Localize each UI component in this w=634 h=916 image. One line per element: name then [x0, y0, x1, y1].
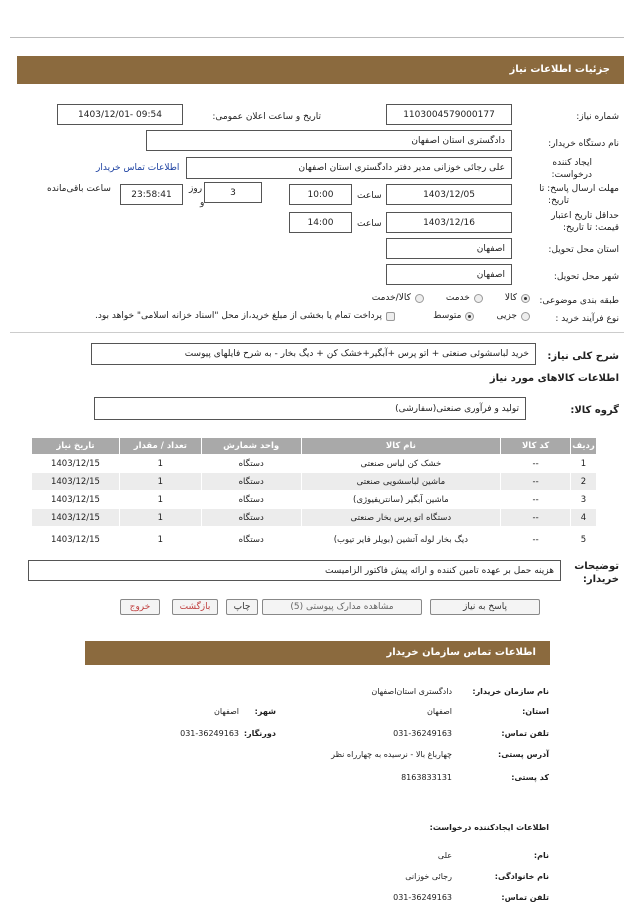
radio-icon[interactable] [415, 294, 424, 303]
buyer-contact-link[interactable]: اطلاعات تماس خریدار [96, 163, 180, 173]
contact-header-title: اطلاعات تماس سازمان خریدار [386, 647, 536, 658]
summary-field [91, 343, 536, 365]
cell-qty: 1 [119, 527, 201, 554]
and-label: و [200, 198, 205, 208]
buyer-notes-label-2: خریدار: [582, 574, 619, 585]
creator-phone-label: تلفن تماس: [501, 893, 549, 902]
header-qty: تعداد / مقدار [119, 438, 201, 455]
category-option-goods-service[interactable] [372, 293, 424, 303]
section-header [17, 56, 624, 84]
contact-city-value: اصفهان [213, 707, 239, 716]
goods-group-field [94, 397, 526, 420]
table-row [32, 473, 597, 491]
cell-qty: 1 [119, 473, 201, 491]
delivery-province-field [386, 238, 512, 259]
buyer-notes-value: هزینه حمل بر عهده تامین کننده و ارائه پیش فاکتور الزامیست [324, 565, 554, 576]
cell-unit: دستگاه [201, 491, 301, 509]
cell-name: دستگاه اتو پرس بخار صنعتی [301, 509, 501, 527]
treasury-note [95, 311, 395, 321]
cell-date: 1403/12/15 [32, 527, 120, 554]
category-option-service-label: خدمت [445, 293, 470, 303]
announce-label: تاریخ و ساعت اعلان عمومی: [212, 112, 321, 122]
days-remaining-field [204, 182, 262, 203]
cell-code: -- [501, 527, 571, 554]
items-table-wrap [31, 437, 597, 554]
header-unit: واحد شمارش [201, 438, 301, 455]
cell-unit: دستگاه [201, 455, 301, 473]
contact-header [85, 641, 550, 665]
table-row [32, 527, 597, 554]
table-header-row [32, 438, 597, 455]
contact-province-value: اصفهان [426, 707, 452, 716]
cell-code: -- [501, 491, 571, 509]
process-label: نوع فرآیند خرید : [555, 314, 619, 324]
buyer-org-field [146, 130, 512, 151]
cell-date: 1403/12/15 [32, 509, 120, 527]
summary-value: خرید لباسشوئی صنعتی + اتو پرس +آبگیر+خشک کن + دیگ بخار - به شرح فایلهای پیوست [184, 349, 529, 359]
contact-postal-label: کد پستی: [511, 773, 549, 782]
process-option-medium[interactable] [433, 311, 474, 321]
cell-index: 5 [571, 527, 597, 554]
delivery-city-label: شهر محل تحویل: [553, 272, 619, 282]
goods-info-title: اطلاعات کالاهای مورد نیاز [489, 373, 619, 384]
contact-phone-value: 031-36249163 [393, 729, 452, 738]
day-label: روز [189, 184, 203, 194]
header-code: کد کالا [501, 438, 571, 455]
section-header-title: جزئیات اطلاعات نیاز [509, 64, 610, 75]
summary-label: شرح کلی نیاز: [547, 351, 619, 362]
contact-province-label: استان: [522, 707, 549, 716]
remaining-time-field [120, 184, 183, 205]
treasury-checkbox[interactable] [386, 312, 395, 321]
process-option-minor-label: جزیی [496, 311, 517, 321]
creator-field [186, 157, 512, 179]
delivery-province-label: استان محل تحویل: [548, 245, 619, 255]
cell-index: 1 [571, 455, 597, 473]
creator-info-title: اطلاعات ایجادکننده درخواست: [429, 823, 549, 832]
buyer-notes-field [28, 560, 561, 581]
process-option-minor[interactable] [496, 311, 530, 321]
announce-value: 1403/12/01- 09:54 [78, 109, 162, 120]
cell-name: ماشین آبگیر (سانتریفیوژی) [301, 491, 501, 509]
process-option-medium-label: متوسط [433, 311, 462, 321]
reply-deadline-label-1: مهلت ارسال پاسخ: تا [539, 184, 619, 194]
table-row [32, 455, 597, 473]
creator-last-name-value: رجائی خوزانی [405, 872, 452, 881]
contact-postal-value: 8163833131 [401, 773, 452, 782]
view-documents-button[interactable]: مشاهده مدارک پیوستی (5) [262, 599, 422, 615]
cell-index: 4 [571, 509, 597, 527]
price-validity-label-2: قیمت: تا تاریخ: [563, 223, 619, 233]
reply-time-field [289, 184, 352, 205]
contact-org-label: نام سازمان خریدار: [472, 687, 549, 696]
reply-date-field [386, 184, 512, 205]
cell-code: -- [501, 473, 571, 491]
header-name: نام کالا [301, 438, 501, 455]
treasury-note-text: پرداخت تمام یا بخشی از مبلغ خرید،از محل "اسناد خزانه اسلامی" خواهد بود. [94, 311, 382, 321]
price-validity-time-label: ساعت [357, 219, 382, 229]
category-label: طبقه بندی موضوعی: [539, 296, 619, 306]
cell-code: -- [501, 509, 571, 527]
creator-label-1: ایجاد کننده [552, 158, 592, 168]
price-validity-date-value: 1403/12/16 [423, 217, 475, 228]
contact-phone-label: تلفن تماس: [501, 729, 549, 738]
need-number-field [386, 104, 512, 125]
delivery-province-value: اصفهان [476, 243, 505, 254]
exit-button[interactable]: خروج [120, 599, 160, 615]
remaining-label: ساعت باقی‌مانده [47, 184, 111, 194]
radio-icon[interactable] [474, 294, 483, 303]
contact-city-label: شهر: [254, 707, 276, 716]
back-button[interactable]: بازگشت [172, 599, 218, 615]
radio-icon[interactable] [521, 312, 530, 321]
price-validity-time-value: 14:00 [307, 217, 334, 228]
price-validity-date-field [386, 212, 512, 233]
price-validity-time-field [289, 212, 352, 233]
radio-icon[interactable] [521, 294, 530, 303]
category-option-service[interactable] [446, 293, 483, 303]
contact-org-value: دادگستری استان‌اصفهان [371, 687, 452, 696]
process-options [433, 311, 530, 321]
cell-date: 1403/12/15 [32, 473, 120, 491]
cell-unit: دستگاه [201, 527, 301, 554]
reply-deadline-label-2: تاریخ: [548, 196, 569, 206]
header-index: ردیف [571, 438, 597, 455]
cell-date: 1403/12/15 [32, 455, 120, 473]
delivery-city-field [386, 264, 512, 285]
creator-last-name-label: نام خانوادگی: [494, 872, 549, 881]
remaining-time-value: 23:58:41 [131, 189, 172, 200]
print-button[interactable]: چاپ [226, 599, 258, 615]
creator-value: علی رجائی خوزانی مدیر دفتر دادگستری استان اصفهان [298, 163, 505, 173]
goods-group-value: تولید و فرآوری صنعتی(سفارشی) [395, 403, 519, 414]
cell-index: 2 [571, 473, 597, 491]
category-option-goods[interactable] [505, 293, 530, 303]
creator-first-name-label: نام: [533, 851, 549, 860]
cell-unit: دستگاه [201, 509, 301, 527]
buyer-org-value: دادگستری استان اصفهان [411, 135, 505, 146]
cell-name: ماشین لباسشویی صنعتی [301, 473, 501, 491]
creator-phone-value: 031-36249163 [393, 893, 452, 902]
need-number-label: شماره نیاز: [576, 112, 619, 122]
contact-fax-label: دورنگار: [243, 729, 276, 738]
items-table [31, 437, 597, 554]
category-options [372, 293, 530, 303]
cell-date: 1403/12/15 [32, 491, 120, 509]
table-row [32, 491, 597, 509]
buyer-notes-label-1: توضیحات [574, 561, 619, 572]
need-number-value: 1103004579000177 [403, 109, 495, 120]
days-remaining-value: 3 [230, 187, 236, 198]
cell-index: 3 [571, 491, 597, 509]
price-validity-label-1: حداقل تاریخ اعتبار [551, 211, 619, 221]
cell-qty: 1 [119, 491, 201, 509]
buyer-org-label: نام دستگاه خریدار: [548, 139, 619, 149]
contact-fax-value: 031-36249163 [180, 729, 239, 738]
cell-code: -- [501, 455, 571, 473]
category-option-goods-service-label: کالا/خدمت [371, 293, 411, 303]
reply-date-value: 1403/12/05 [423, 189, 475, 200]
reply-button[interactable]: پاسخ به نیاز [430, 599, 540, 615]
cell-name: خشک کن لباس صنعتی [301, 455, 501, 473]
reply-time-value: 10:00 [307, 189, 334, 200]
cell-name: دیگ بخار لوله آتشین (بویلر فایر تیوب) [301, 527, 501, 554]
goods-group-label: گروه کالا: [570, 405, 619, 416]
reply-time-label: ساعت [357, 191, 382, 201]
divider [10, 332, 624, 333]
table-row [32, 509, 597, 527]
category-option-goods-label: کالا [504, 293, 517, 303]
creator-label-2: درخواست: [551, 170, 592, 180]
top-divider [10, 37, 624, 38]
delivery-city-value: اصفهان [476, 269, 505, 280]
creator-first-name-value: علی [437, 851, 452, 860]
contact-address-label: آدرس پستی: [498, 750, 549, 759]
contact-address-value: چهارباغ بالا - نرسیده به چهارراه نظر [331, 750, 452, 759]
header-date: تاریخ نیاز [32, 438, 120, 455]
cell-unit: دستگاه [201, 473, 301, 491]
cell-qty: 1 [119, 509, 201, 527]
radio-icon[interactable] [465, 312, 474, 321]
announce-field [57, 104, 183, 125]
cell-qty: 1 [119, 455, 201, 473]
